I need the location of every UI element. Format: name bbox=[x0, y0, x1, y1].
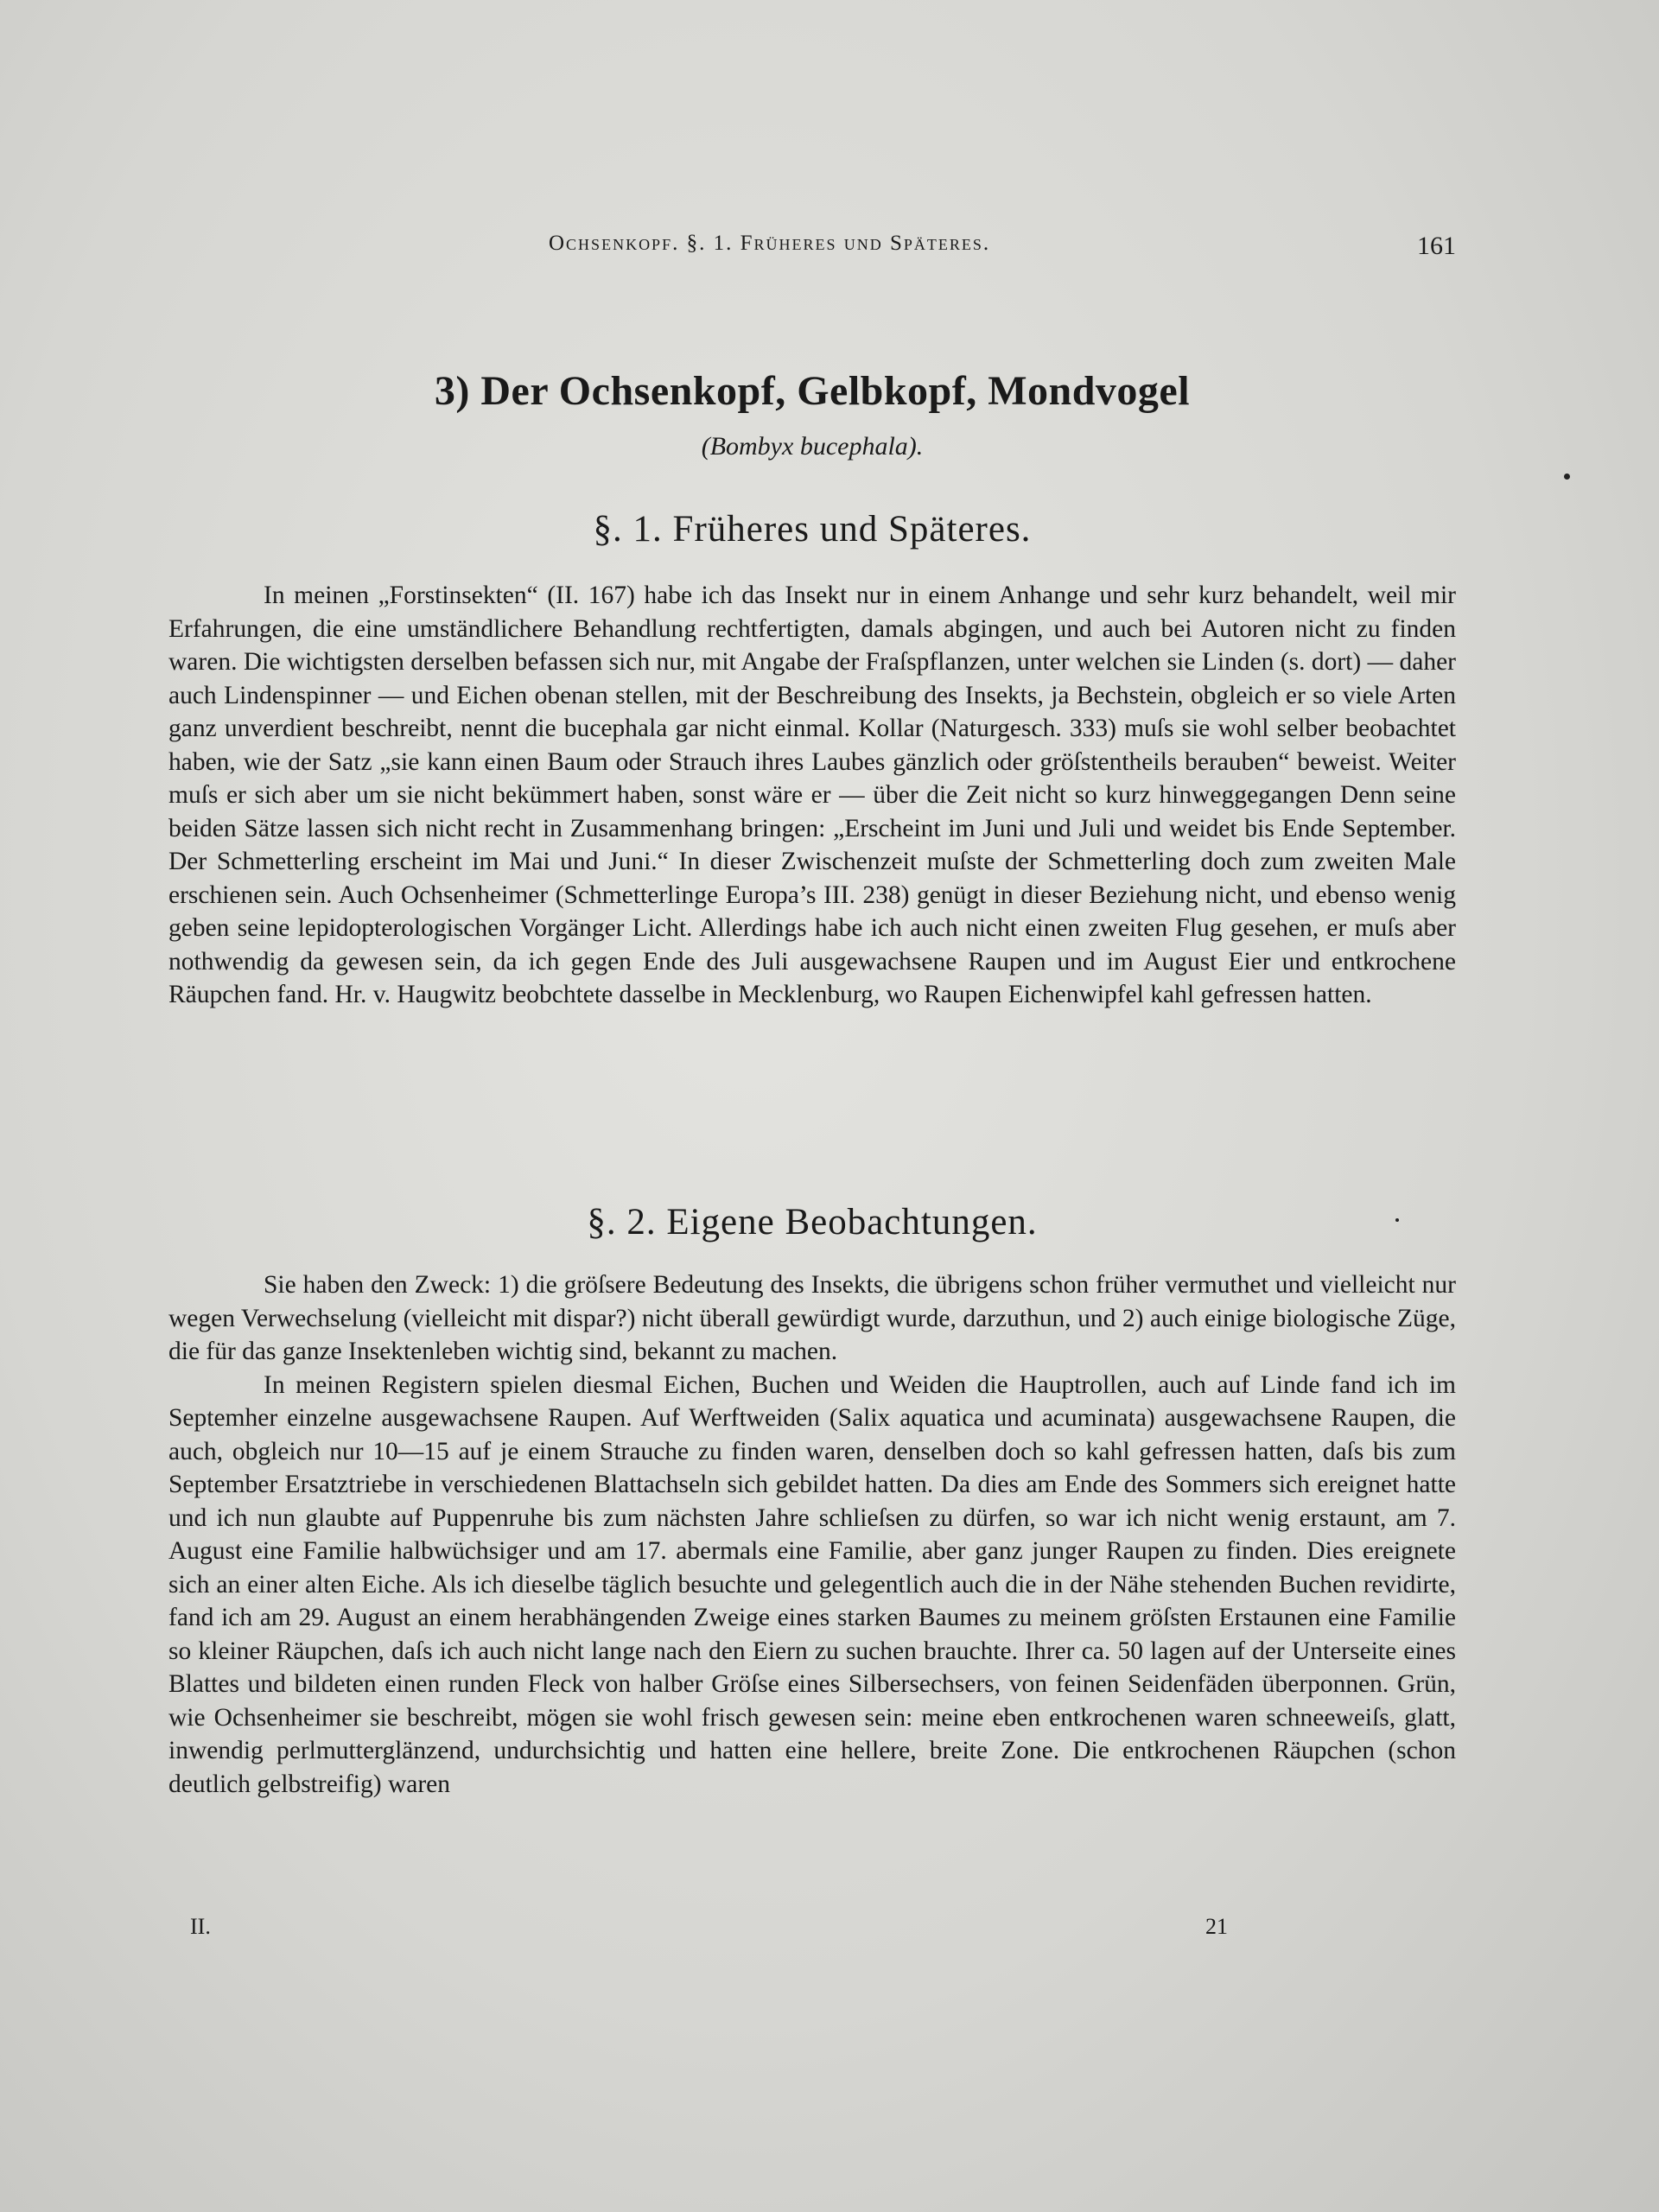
speck-mark bbox=[1395, 1218, 1399, 1222]
running-title: Ochsenkopf. §. 1. Früheres und Späteres. bbox=[549, 232, 991, 255]
section-1-body bbox=[168, 579, 1456, 1012]
paragraph: In meinen „Forstinsekten“ (II. 167) habe ich das Insekt nur in einem Anhange und sehr kurz behandelt, weil mir Erfahrungen, die eine umständlichere Behandlung rechtfertigten, damals abgingen, und auch bei Autoren nicht zu finden waren. Die wichtigsten derselben befassen sich nur, mit Angabe der Fraſspflanzen, unter welchen sie Linden (s. dort) — daher auch Lindenspinner — und Eichen obenan stellen, mit der Beschreibung des Insekts, ja Bechstein, obgleich er so viele Arten ganz unverdient beschreibt, nennt die bucephala gar nicht einmal. Kollar (Naturgesch. 333) muſs sie wohl selber beobachtet haben, wie der Satz „sie kann einen Baum oder Strauch ihres Laubes gänzlich oder gröſstentheils berauben“ beweist. Weiter muſs er sich aber um sie nicht bekümmert haben, sonst wäre er — über die Zeit nicht so kurz hinweggegangen Denn seine beiden Sätze lassen sich nicht recht in Zusammenhang bringen: „Erscheint im Juni und Juli und weidet bis Ende September. Der Schmetterling erscheint im Mai und Juni.“ In dieser Zwischenzeit muſste der Schmetterling doch zum zweiten Male erschienen sein. Auch Ochsenheimer (Schmetterlinge Europa’s III. 238) genügt in dieser Beziehung nicht, und ebenso wenig geben seine lepidopterologischen Vorgänger Licht. Allerdings habe ich auch nicht einen zweiten Flug gesehen, er muſs aber nothwendig da gewesen sein, da ich gegen Ende des Juli ausgewachsene Raupen und im August Eier und entkrochene Räupchen fand. Hr. v. Haugwitz beobchtete dasselbe in Mecklenburg, wo Raupen Eichenwipfel kahl gefressen hatten. bbox=[168, 582, 1456, 1008]
section-1-title: §. 1. Früheres und Späteres. bbox=[593, 509, 1032, 550]
paragraph: Sie haben den Zweck: 1) die gröſsere Bedeutung des Insekts, die übrigens schon früher vermuthet und vielleicht nur wegen Verwechselung (vielleicht mit dispar?) nicht überall gewürdigt wurde, darzuthun, und 2) auch einige biologische Züge, die für das ganze Insektenleben wichtig sind, bekannt zu machen. bbox=[168, 1271, 1456, 1365]
section-2-title: §. 2. Eigene Beobachtungen. bbox=[587, 1202, 1038, 1243]
paragraph: In meinen Registern spielen diesmal Eichen, Buchen und Weiden die Hauptrollen, auch auf Linde fand ich im Septemher einzelne ausgewachsene Raupen. Auf Werftweiden (Salix aquatica und acuminata) ausgewachsene Raupen, die auch, obgleich nur 10—15 auf je einem Strauche zu finden waren, denselben doch so kahl gefressen hatten, daſs bis zum September Ersatztriebe in verschiedenen Blattachseln sich gebildet hatten. Da dies am Ende des Sommers sich ereignet hatte und ich nun glaubte auf Puppenruhe bis zum nächsten Jahre schlieſsen zu dürfen, so war ich nicht wenig erstaunt, am 7. August eine Familie halbwüchsiger und am 17. abermals eine Familie, aber ganz junger Raupen zu finden. Dies ereignete sich an einer alten Eiche. Als ich dieselbe täglich besuchte und gelegentlich auch die in der Nähe stehenden Buchen revidirte, fand ich am 29. August an einem herabhängenden Zweige eines starken Baumes zu meinem gröſsten Erstaunen eine Familie so kleiner Räupchen, daſs ich auch nicht lange nach den Eiern zu suchen brauchte. Ihrer ca. 50 lagen auf der Unterseite eines Blattes und bildeten einen runden Fleck von halber Gröſse eines Silbersechsers, von feinen Seidenfäden überponnen. Grün, wie Ochsenheimer sie beschreibt, mögen sie wohl frisch gewesen sein: meine eben entkrochenen waren schneeweiſs, glatt, inwendig perlmutterglänzend, undurchsichtig und hatten eine hellere, breite Zone. Die entkrochenen Räupchen (schon deutlich gelbstreifig) waren bbox=[168, 1370, 1456, 1798]
running-head bbox=[168, 232, 1456, 275]
signature-marker: 21 bbox=[1205, 1914, 1228, 1939]
latin-name: (Bombyx bucephala). bbox=[701, 432, 924, 461]
volume-marker: II. bbox=[190, 1914, 211, 1939]
section-2-body bbox=[168, 1268, 1456, 1801]
page-number: 161 bbox=[1417, 232, 1456, 260]
chapter-heading: 3) Der Ochsenkopf, Gelbkopf, Mondvogel bbox=[434, 368, 1191, 414]
speck-mark bbox=[1564, 474, 1570, 480]
